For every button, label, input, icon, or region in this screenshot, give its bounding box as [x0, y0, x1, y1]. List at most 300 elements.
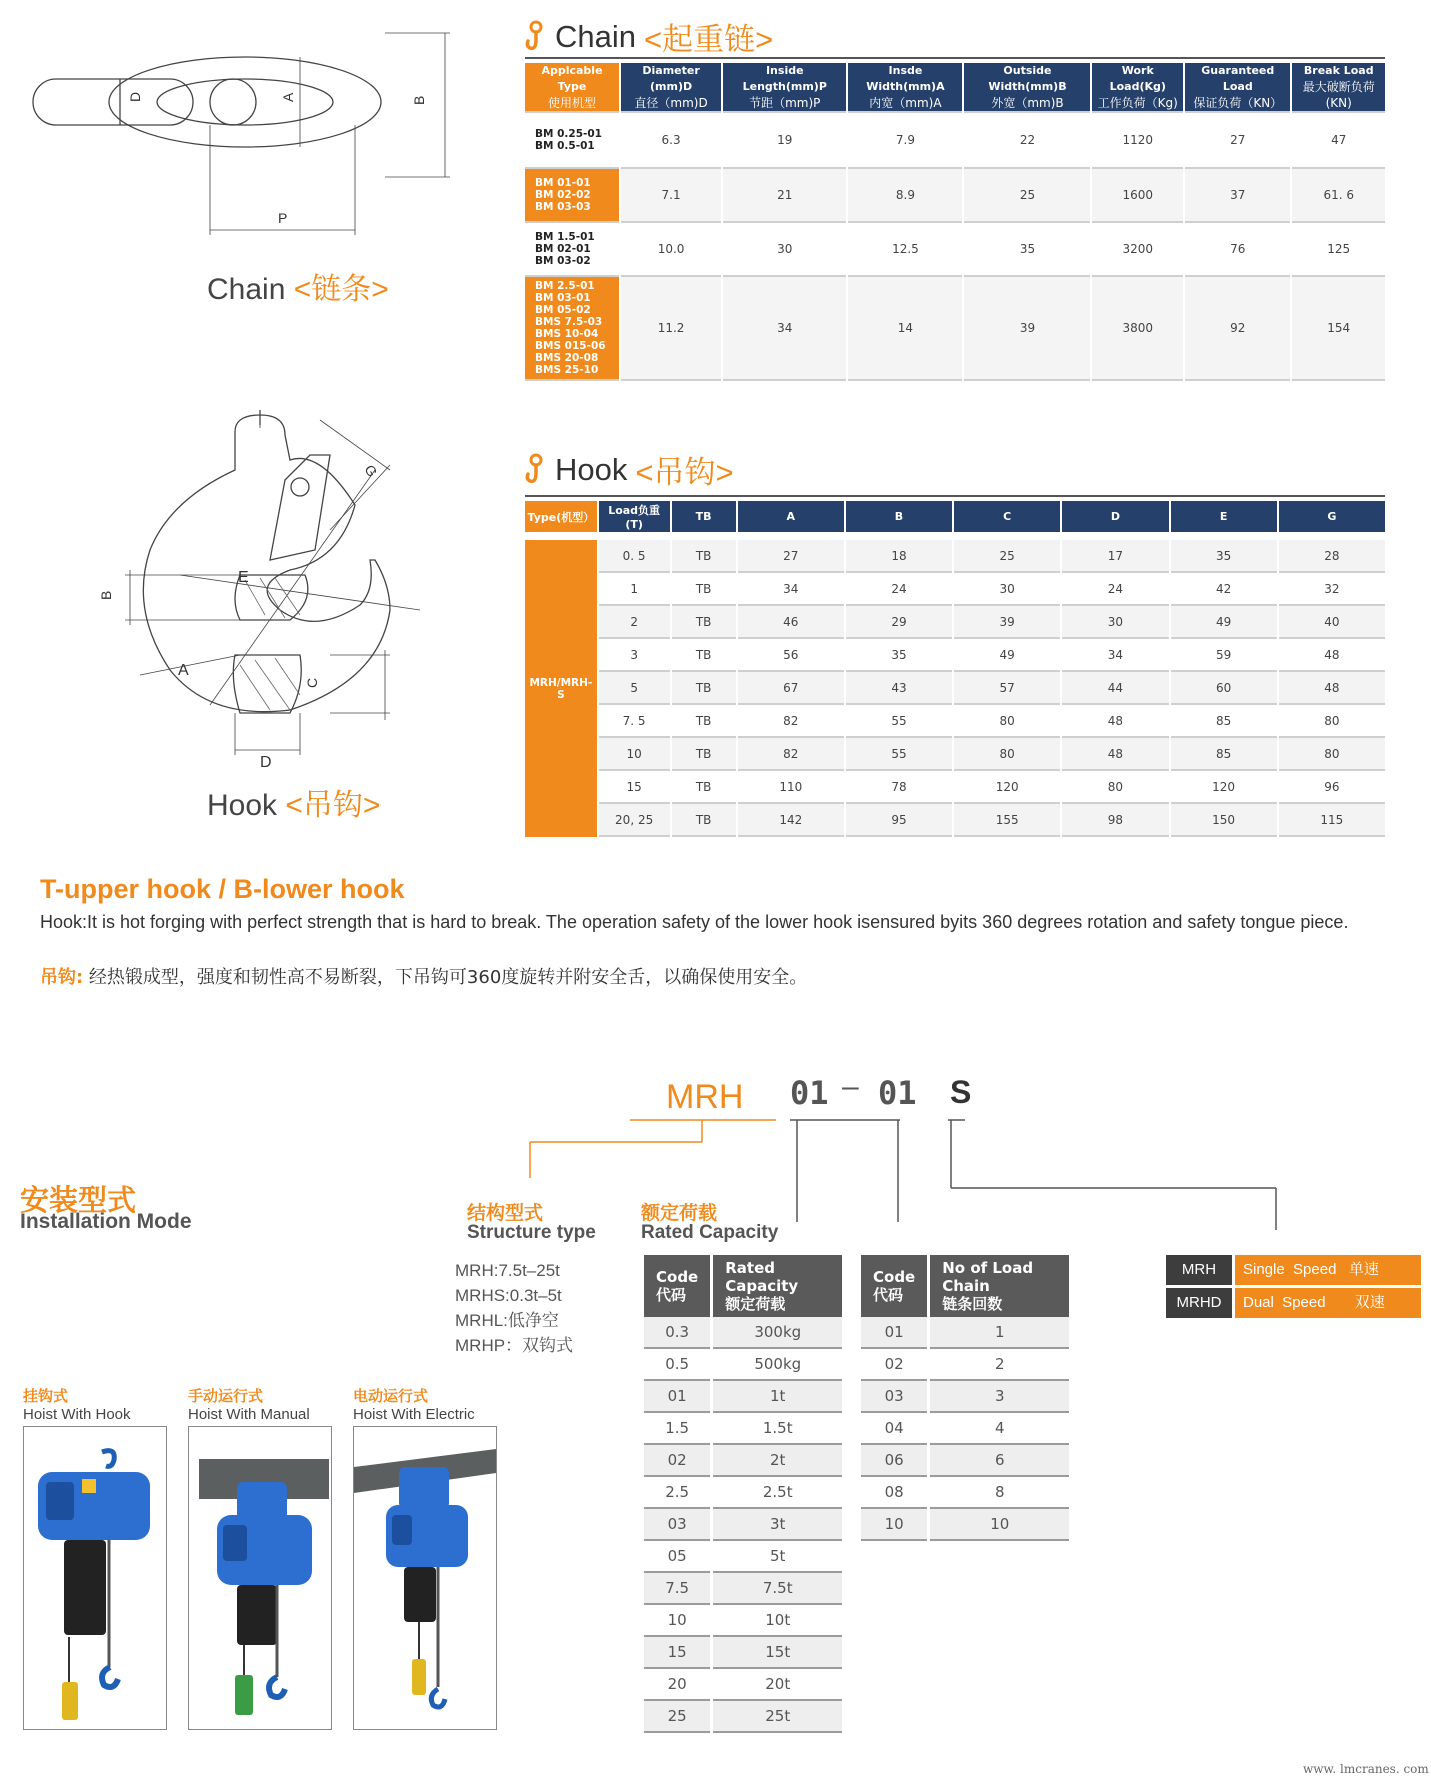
- hook-type-cell: MRH/MRH-S: [525, 540, 597, 837]
- chain-dim-a: A: [280, 92, 296, 102]
- table-row: [644, 1605, 842, 1637]
- hook-dim-g: G: [361, 462, 381, 480]
- installation-title-en: Installation Mode: [20, 1210, 192, 1233]
- hook-info-desc-en: Hook:It is hot forging with perfect strength that is hard to break. The operation safety of the lower hook isensured byits 360 degrees rotation and safety tongue piece.: [40, 912, 1349, 932]
- chain-value-cell: 30: [723, 223, 846, 277]
- table-row: [525, 277, 1385, 381]
- chain-value-cell: 6.3: [621, 111, 721, 169]
- table-row: [525, 111, 1385, 169]
- speed-row: [1166, 1288, 1421, 1318]
- chain-model: BM 03-01: [535, 292, 591, 304]
- capacity-cell: 2t: [713, 1445, 842, 1477]
- chains-col-header: [861, 1255, 927, 1317]
- chains-col-header-en: No of Load Chain: [942, 1259, 1034, 1295]
- chain-value-cell: 34: [723, 277, 846, 381]
- table-row: [861, 1509, 1069, 1541]
- hook-value-cell: 2: [599, 606, 670, 639]
- capacity-cell: 1t: [713, 1381, 842, 1413]
- speed-row: [1166, 1255, 1421, 1285]
- hook-value-cell: 40: [1279, 606, 1385, 639]
- chain-model: BM 01-01: [535, 177, 591, 189]
- capacity-cell: 03: [644, 1509, 710, 1541]
- chains-col-header-cn: 链条回数: [942, 1295, 1003, 1313]
- capacity-cell: 01: [644, 1381, 710, 1413]
- table-row: [644, 1701, 842, 1733]
- chain-model: BMS 10-04: [535, 328, 599, 340]
- capacity-cell: 7.5: [644, 1573, 710, 1605]
- chain-value-cell: 7.9: [848, 111, 962, 169]
- hook-value-cell: 0. 5: [599, 540, 670, 573]
- table-row: [644, 1509, 842, 1541]
- chains-cell: 8: [930, 1477, 1069, 1509]
- installation-mode-en: Hoist With Electric: [353, 1406, 475, 1423]
- hook-diagram-caption: [207, 780, 380, 824]
- hook-value-cell: 20, 25: [599, 804, 670, 837]
- chain-model: BMS 25-10: [535, 364, 599, 376]
- hook-value-cell: TB: [672, 804, 736, 837]
- table-row: [861, 1381, 1069, 1413]
- capacity-cell: 2.5: [644, 1477, 710, 1509]
- chain-value-cell: 37: [1185, 169, 1290, 223]
- hook-diagram: [90, 410, 420, 770]
- hook-info-cn-text: 经热锻成型，强度和韧性高不易断裂，下吊钩可360度旋转并附安全舌，以确保使用安全。: [83, 967, 808, 988]
- chain-value-cell: 25: [964, 169, 1090, 223]
- chain-value-cell: 12.5: [848, 223, 962, 277]
- capacity-table: [641, 1255, 845, 1733]
- capacity-col-header: [644, 1255, 710, 1317]
- table-row: [644, 1381, 842, 1413]
- chain-value-cell: 154: [1292, 277, 1385, 381]
- capacity-col-header: [713, 1255, 842, 1317]
- structure-title-cn: 结构型式: [467, 1202, 544, 1224]
- chains-cell: 2: [930, 1349, 1069, 1381]
- hook-value-cell: 85: [1171, 738, 1277, 771]
- hook-value-cell: 95: [846, 804, 952, 837]
- chains-cell: 3: [930, 1381, 1069, 1413]
- chain-col-header-en: Inside Length(mm)P: [742, 64, 827, 93]
- table-row: [861, 1445, 1069, 1477]
- table-row: [644, 1445, 842, 1477]
- chain-value-cell: 7.1: [621, 169, 721, 223]
- table-row: [861, 1413, 1069, 1445]
- installation-mode-cn: 电动运行式: [353, 1387, 429, 1405]
- speed-label: Single Speed 单速: [1235, 1255, 1421, 1285]
- hook-value-cell: 59: [1171, 639, 1277, 672]
- footer-url: www. lmcranes. com: [1303, 1762, 1429, 1776]
- hook-icon: [525, 20, 547, 54]
- chain-model-cell: [525, 111, 619, 169]
- capacity-cell: 15t: [713, 1637, 842, 1669]
- chain-model-cell: [525, 223, 619, 277]
- chains-cell: 03: [861, 1381, 927, 1413]
- hook-value-cell: 7. 5: [599, 705, 670, 738]
- capacity-cell: 0.5: [644, 1349, 710, 1381]
- chain-model: BM 2.5-01: [535, 280, 595, 292]
- capacity-cell: 25t: [713, 1701, 842, 1733]
- chain-value-cell: 61. 6: [1292, 169, 1385, 223]
- hook-dim-e: E: [238, 569, 249, 586]
- capacity-cell: 05: [644, 1541, 710, 1573]
- chain-dim-d: D: [127, 91, 143, 102]
- chain-value-cell: 10.0: [621, 223, 721, 277]
- chain-value-cell: 11.2: [621, 277, 721, 381]
- chain-col-header-cn: 工作负荷（Kg): [1097, 96, 1178, 110]
- chain-value-cell: 76: [1185, 223, 1290, 277]
- chains-col-header-cn: 代码: [873, 1286, 904, 1304]
- chain-spec-table: [523, 63, 1387, 381]
- table-row: [644, 1477, 842, 1509]
- hook-title-en: Hook: [555, 451, 628, 487]
- chain-model: BM 02-02: [535, 189, 591, 201]
- hook-value-cell: 80: [954, 738, 1060, 771]
- hook-value-cell: 55: [846, 738, 952, 771]
- table-row: [644, 1541, 842, 1573]
- hook-info-desc-cn: [40, 963, 807, 989]
- model-code-2: 01: [878, 1074, 917, 1112]
- chain-caption-cn: <链条>: [293, 273, 389, 306]
- hook-value-cell: 155: [954, 804, 1060, 837]
- capacity-cell: 10: [644, 1605, 710, 1637]
- hook-spec-table: [523, 501, 1387, 837]
- chain-col-header-cn: 节距（mm)P: [749, 96, 821, 110]
- hook-value-cell: 85: [1171, 705, 1277, 738]
- chain-value-cell: 19: [723, 111, 846, 169]
- hook-dim-d: D: [260, 754, 272, 770]
- hook-value-cell: 30: [954, 573, 1060, 606]
- chains-cell: 08: [861, 1477, 927, 1509]
- chain-col-header-cn: 保证负荷（KN）: [1193, 96, 1283, 110]
- capacity-cell: 1.5: [644, 1413, 710, 1445]
- chain-col-header-cn: 直径（mm)D: [634, 96, 708, 110]
- chain-col-header: [525, 63, 619, 111]
- table-row: [644, 1637, 842, 1669]
- hook-value-cell: 96: [1279, 771, 1385, 804]
- chain-value-cell: 22: [964, 111, 1090, 169]
- hook-value-cell: 24: [846, 573, 952, 606]
- chain-model: BM 02-01: [535, 243, 591, 255]
- structure-list: [455, 1258, 573, 1358]
- structure-item: MRH:7.5t–25t: [455, 1261, 560, 1280]
- hook-col-header: A: [738, 501, 844, 532]
- hook-col-header: E: [1171, 501, 1277, 532]
- hook-value-cell: 78: [846, 771, 952, 804]
- chains-cell: 02: [861, 1349, 927, 1381]
- hook-caption-cn: <吊钩>: [285, 789, 381, 822]
- chain-col-header-en: Insde Width(mm)A: [866, 64, 945, 93]
- hook-col-header: Load负重(T): [599, 501, 670, 532]
- chain-model: BM 0.25-01: [535, 128, 602, 140]
- hook-info-title: T-upper hook / B-lower hook: [40, 874, 405, 904]
- chains-cell: 01: [861, 1317, 927, 1349]
- table-row: [525, 705, 1385, 738]
- chain-model: BMS 7.5-03: [535, 316, 603, 328]
- model-code-dash: –: [842, 1070, 859, 1103]
- hook-dim-c: C: [304, 677, 320, 688]
- capacity-cell: 7.5t: [713, 1573, 842, 1605]
- hook-value-cell: 56: [738, 639, 844, 672]
- model-code-s: S: [950, 1074, 972, 1110]
- hook-value-cell: 82: [738, 705, 844, 738]
- hook-value-cell: TB: [672, 672, 736, 705]
- hoist-photo-hook: [23, 1426, 167, 1730]
- chains-cell: 10: [930, 1509, 1069, 1541]
- capacity-col-header-en: Rated Capacity: [725, 1259, 799, 1295]
- chain-model: BMS 20-08: [535, 352, 599, 364]
- hook-value-cell: 25: [954, 540, 1060, 573]
- hook-value-cell: 67: [738, 672, 844, 705]
- hook-value-cell: 150: [1171, 804, 1277, 837]
- hook-value-cell: 24: [1062, 573, 1168, 606]
- chain-col-header-cn: 使用机型: [547, 96, 596, 110]
- chain-model-cell: [525, 169, 619, 223]
- load-chain-table: [858, 1255, 1072, 1541]
- hook-value-cell: 5: [599, 672, 670, 705]
- hook-value-cell: 48: [1062, 738, 1168, 771]
- table-row: [525, 169, 1385, 223]
- hoist-photo-electric: [353, 1426, 497, 1730]
- chain-value-cell: 27: [1185, 111, 1290, 169]
- hook-value-cell: 80: [1279, 705, 1385, 738]
- chain-dim-b: B: [411, 95, 427, 105]
- table-row: [644, 1573, 842, 1605]
- chain-col-header-en: Applcable Type: [541, 64, 603, 93]
- chain-model: BM 03-02: [535, 255, 591, 267]
- hook-value-cell: 27: [738, 540, 844, 573]
- hook-col-header: B: [846, 501, 952, 532]
- chain-dim-p: P: [278, 210, 288, 226]
- table-row: [525, 540, 1385, 573]
- chain-model: BM 05-02: [535, 304, 591, 316]
- chain-model: BM 03-03: [535, 201, 591, 213]
- capacity-cell: 25: [644, 1701, 710, 1733]
- installation-mode-en: Hoist With Hook: [23, 1406, 131, 1423]
- model-code-1: 01: [790, 1074, 829, 1112]
- capacity-cell: 1.5t: [713, 1413, 842, 1445]
- capacity-cell: 500kg: [713, 1349, 842, 1381]
- speed-code: MRHD: [1166, 1288, 1232, 1318]
- hook-value-cell: 15: [599, 771, 670, 804]
- table-row: [644, 1349, 842, 1381]
- chain-col-header-en: Guaranteed Load: [1201, 64, 1275, 93]
- hook-value-cell: 29: [846, 606, 952, 639]
- hook-value-cell: 48: [1062, 705, 1168, 738]
- hook-dim-a: A: [178, 662, 189, 679]
- hook-value-cell: 55: [846, 705, 952, 738]
- capacity-col-header-en: Code: [656, 1268, 699, 1286]
- chain-value-cell: 21: [723, 169, 846, 223]
- hook-value-cell: TB: [672, 573, 736, 606]
- table-row: [525, 639, 1385, 672]
- hook-value-cell: 32: [1279, 573, 1385, 606]
- chains-col-header: [930, 1255, 1069, 1317]
- hook-value-cell: TB: [672, 540, 736, 573]
- chain-col-header: [723, 63, 846, 111]
- table-row: [644, 1669, 842, 1701]
- installation-mode-cn: 手动运行式: [188, 1387, 264, 1405]
- hook-value-cell: 120: [954, 771, 1060, 804]
- hook-value-cell: 39: [954, 606, 1060, 639]
- capacity-cell: 20: [644, 1669, 710, 1701]
- chain-title-cn: <起重链>: [644, 22, 774, 57]
- hook-value-cell: 44: [1062, 672, 1168, 705]
- chain-col-header-en: Work Load(Kg): [1109, 64, 1166, 93]
- hook-value-cell: 3: [599, 639, 670, 672]
- hook-value-cell: TB: [672, 705, 736, 738]
- hook-value-cell: 1: [599, 573, 670, 606]
- hook-value-cell: 17: [1062, 540, 1168, 573]
- hook-col-header: Type(机型）: [525, 501, 597, 532]
- chain-col-header-cn: 外宽（mm)B: [991, 96, 1064, 110]
- hook-col-header: G: [1279, 501, 1385, 532]
- capacity-cell: 2.5t: [713, 1477, 842, 1509]
- speed-table: [1166, 1255, 1421, 1321]
- hook-section-title: [525, 447, 734, 492]
- hook-value-cell: 142: [738, 804, 844, 837]
- table-row: [861, 1477, 1069, 1509]
- hook-value-cell: 46: [738, 606, 844, 639]
- hook-col-header: C: [954, 501, 1060, 532]
- table-row: [644, 1413, 842, 1445]
- table-row: [525, 223, 1385, 277]
- hook-value-cell: 57: [954, 672, 1060, 705]
- chains-col-header-en: Code: [873, 1268, 916, 1286]
- speed-label: Dual Speed 双速: [1235, 1288, 1421, 1318]
- structure-title-en: Structure type: [467, 1222, 596, 1243]
- hook-value-cell: 28: [1279, 540, 1385, 573]
- chain-value-cell: 3800: [1092, 277, 1183, 381]
- table-row: [525, 738, 1385, 771]
- chain-col-header-cn: 内宽（mm)A: [869, 96, 942, 110]
- hook-col-header: D: [1062, 501, 1168, 532]
- hook-dim-b: B: [98, 590, 114, 600]
- chain-diagram-caption: [207, 264, 389, 308]
- chains-cell: 06: [861, 1445, 927, 1477]
- capacity-cell: 10t: [713, 1605, 842, 1637]
- hook-value-cell: TB: [672, 639, 736, 672]
- chain-value-cell: 14: [848, 277, 962, 381]
- hook-value-cell: 80: [1279, 738, 1385, 771]
- hook-value-cell: 35: [1171, 540, 1277, 573]
- chain-value-cell: 39: [964, 277, 1090, 381]
- installation-mode-cn: 挂钩式: [23, 1387, 69, 1405]
- chain-model-cell: [525, 277, 619, 381]
- chain-col-header: [848, 63, 962, 111]
- chain-col-header: [621, 63, 721, 111]
- hook-value-cell: 10: [599, 738, 670, 771]
- table-row: [525, 771, 1385, 804]
- hook-value-cell: 48: [1279, 672, 1385, 705]
- table-row: [525, 804, 1385, 837]
- chain-value-cell: 47: [1292, 111, 1385, 169]
- hook-value-cell: 43: [846, 672, 952, 705]
- capacity-cell: 20t: [713, 1669, 842, 1701]
- table-row: [861, 1349, 1069, 1381]
- installation-mode-en: Hoist With Manual: [188, 1406, 310, 1423]
- chain-col-header: [1185, 63, 1290, 111]
- chain-col-header: [1292, 63, 1385, 111]
- hook-value-cell: TB: [672, 771, 736, 804]
- hook-col-header: TB: [672, 501, 736, 532]
- hook-value-cell: 49: [1171, 606, 1277, 639]
- hook-value-cell: 115: [1279, 804, 1385, 837]
- hoist-photo-manual: [188, 1426, 332, 1730]
- capacity-cell: 3t: [713, 1509, 842, 1541]
- chain-value-cell: 35: [964, 223, 1090, 277]
- hook-value-cell: 35: [846, 639, 952, 672]
- hook-value-cell: 34: [738, 573, 844, 606]
- structure-item: MRHL:低净空: [455, 1311, 559, 1330]
- chain-value-cell: 1600: [1092, 169, 1183, 223]
- table-row: [525, 672, 1385, 705]
- chains-cell: 10: [861, 1509, 927, 1541]
- hook-value-cell: 82: [738, 738, 844, 771]
- capacity-cell: 02: [644, 1445, 710, 1477]
- chains-cell: 04: [861, 1413, 927, 1445]
- capacity-cell: 0.3: [644, 1317, 710, 1349]
- table-row: [525, 573, 1385, 606]
- chain-col-header: [1092, 63, 1183, 111]
- installation-title-cn: 安装型式: [20, 1183, 137, 1217]
- table-row: [644, 1317, 842, 1349]
- hook-info-cn-label: 吊钩:: [40, 967, 84, 988]
- hook-value-cell: 30: [1062, 606, 1168, 639]
- capacity-cell: 15: [644, 1637, 710, 1669]
- hook-title-cn: <吊钩>: [635, 455, 734, 490]
- capacity-cell: 300kg: [713, 1317, 842, 1349]
- chain-value-cell: 125: [1292, 223, 1385, 277]
- speed-code: MRH: [1166, 1255, 1232, 1285]
- hook-value-cell: 48: [1279, 639, 1385, 672]
- chain-title-en: Chain: [555, 18, 636, 54]
- chain-model: BMS 015-06: [535, 340, 606, 352]
- hook-value-cell: 110: [738, 771, 844, 804]
- capacity-col-header-cn: 额定荷载: [725, 1295, 786, 1313]
- hook-value-cell: 60: [1171, 672, 1277, 705]
- chain-value-cell: 92: [1185, 277, 1290, 381]
- hook-value-cell: 98: [1062, 804, 1168, 837]
- chain-model: BM 1.5-01: [535, 231, 595, 243]
- hook-caption-en: Hook: [207, 789, 286, 822]
- chains-cell: 4: [930, 1413, 1069, 1445]
- hook-value-cell: 42: [1171, 573, 1277, 606]
- chain-value-cell: 3200: [1092, 223, 1183, 277]
- capacity-cell: 5t: [713, 1541, 842, 1573]
- capacity-title-en: Rated Capacity: [641, 1222, 779, 1243]
- capacity-col-header-cn: 代码: [656, 1286, 687, 1304]
- structure-item: MRHP：双钩式: [455, 1336, 574, 1355]
- hook-value-cell: 80: [954, 705, 1060, 738]
- hook-value-cell: 80: [1062, 771, 1168, 804]
- capacity-title-cn: 额定荷载: [641, 1202, 718, 1224]
- structure-item: MRHS:0.3t–5t: [455, 1286, 562, 1305]
- hook-value-cell: TB: [672, 606, 736, 639]
- chain-diagram: [25, 25, 465, 245]
- chain-section-title: [525, 14, 773, 59]
- chain-col-header-en: Outside Width(mm)B: [988, 64, 1067, 93]
- table-row: [525, 606, 1385, 639]
- chain-col-header: [964, 63, 1090, 111]
- hook-value-cell: 18: [846, 540, 952, 573]
- chain-value-cell: 1120: [1092, 111, 1183, 169]
- chain-col-header-en: Diameter (mm)D: [642, 64, 700, 93]
- hook-icon: [525, 453, 547, 487]
- model-code-mrh: MRH: [666, 1078, 744, 1116]
- chains-cell: 1: [930, 1317, 1069, 1349]
- hook-value-cell: 120: [1171, 771, 1277, 804]
- hook-value-cell: 49: [954, 639, 1060, 672]
- chain-value-cell: 8.9: [848, 169, 962, 223]
- hook-value-cell: TB: [672, 738, 736, 771]
